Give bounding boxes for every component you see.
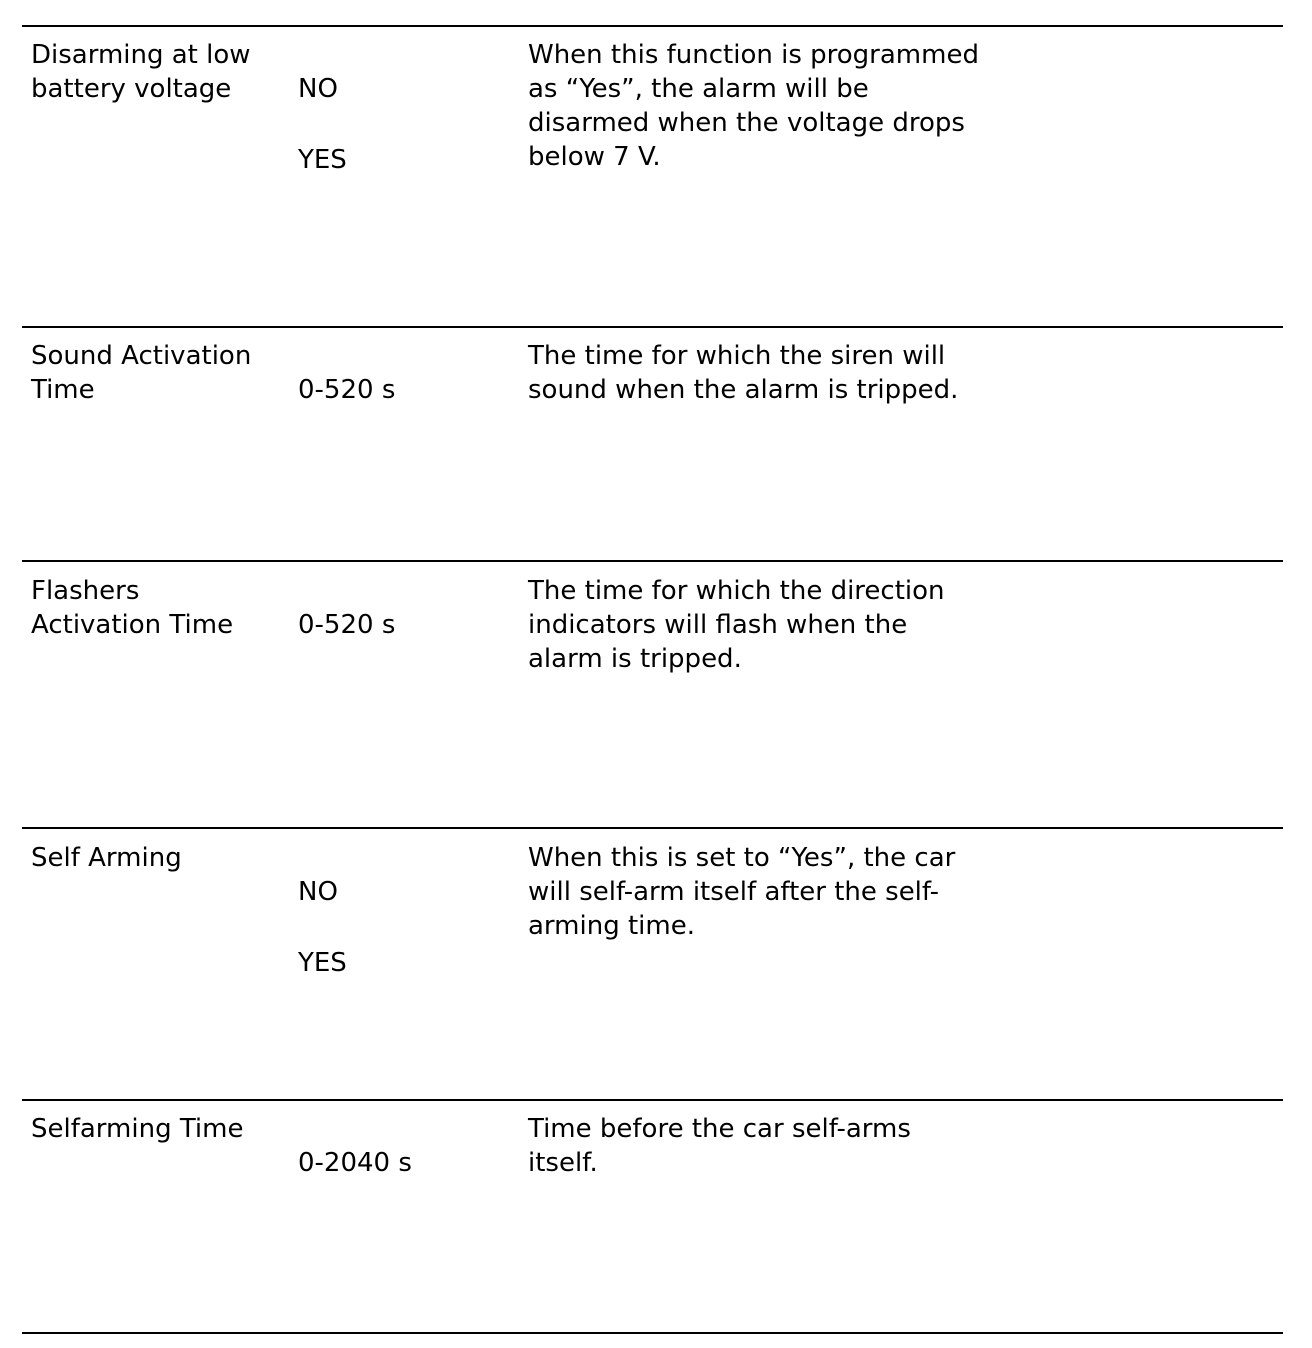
- setting-name: Flashers Activation Time: [31, 576, 234, 640]
- setting-description: The time for which the direction indicators will flash when the alarm is tripped.: [528, 576, 945, 674]
- setting-value-option: YES: [298, 948, 347, 978]
- setting-name: Sound Activation Time: [31, 341, 252, 405]
- setting-value-option: 0-520 s: [298, 610, 396, 640]
- table-bottom-rule: [22, 1332, 1283, 1334]
- setting-value-option: 0-520 s: [298, 375, 396, 405]
- setting-value-option: YES: [298, 145, 347, 175]
- setting-value-option: NO: [298, 877, 338, 907]
- setting-description: Time before the car self-arms itself.: [528, 1114, 911, 1178]
- setting-value-option: 0-2040 s: [298, 1148, 412, 1178]
- row-divider: [22, 1099, 1283, 1101]
- setting-description: When this is set to “Yes”, the car will self-arm itself after the self- arming time.: [528, 843, 956, 941]
- setting-values: [298, 841, 498, 1014]
- setting-description: The time for which the siren will sound when the alarm is tripped.: [528, 341, 959, 405]
- setting-description: When this function is programmed as “Yes”, the alarm will be disarmed when the voltage drops below 7 V.: [528, 40, 979, 172]
- setting-name: Disarming at low battery voltage: [31, 40, 251, 104]
- setting-name: Selfarming Time: [31, 1114, 244, 1144]
- row-divider: [22, 827, 1283, 829]
- row-divider: [22, 326, 1283, 328]
- setting-name: Self Arming: [31, 843, 182, 873]
- setting-values: [298, 574, 498, 676]
- setting-value-option: NO: [298, 74, 338, 104]
- setting-values: [298, 38, 498, 211]
- table-top-rule: [22, 25, 1283, 27]
- setting-values: [298, 1112, 498, 1214]
- row-divider: [22, 560, 1283, 562]
- setting-values: [298, 339, 498, 441]
